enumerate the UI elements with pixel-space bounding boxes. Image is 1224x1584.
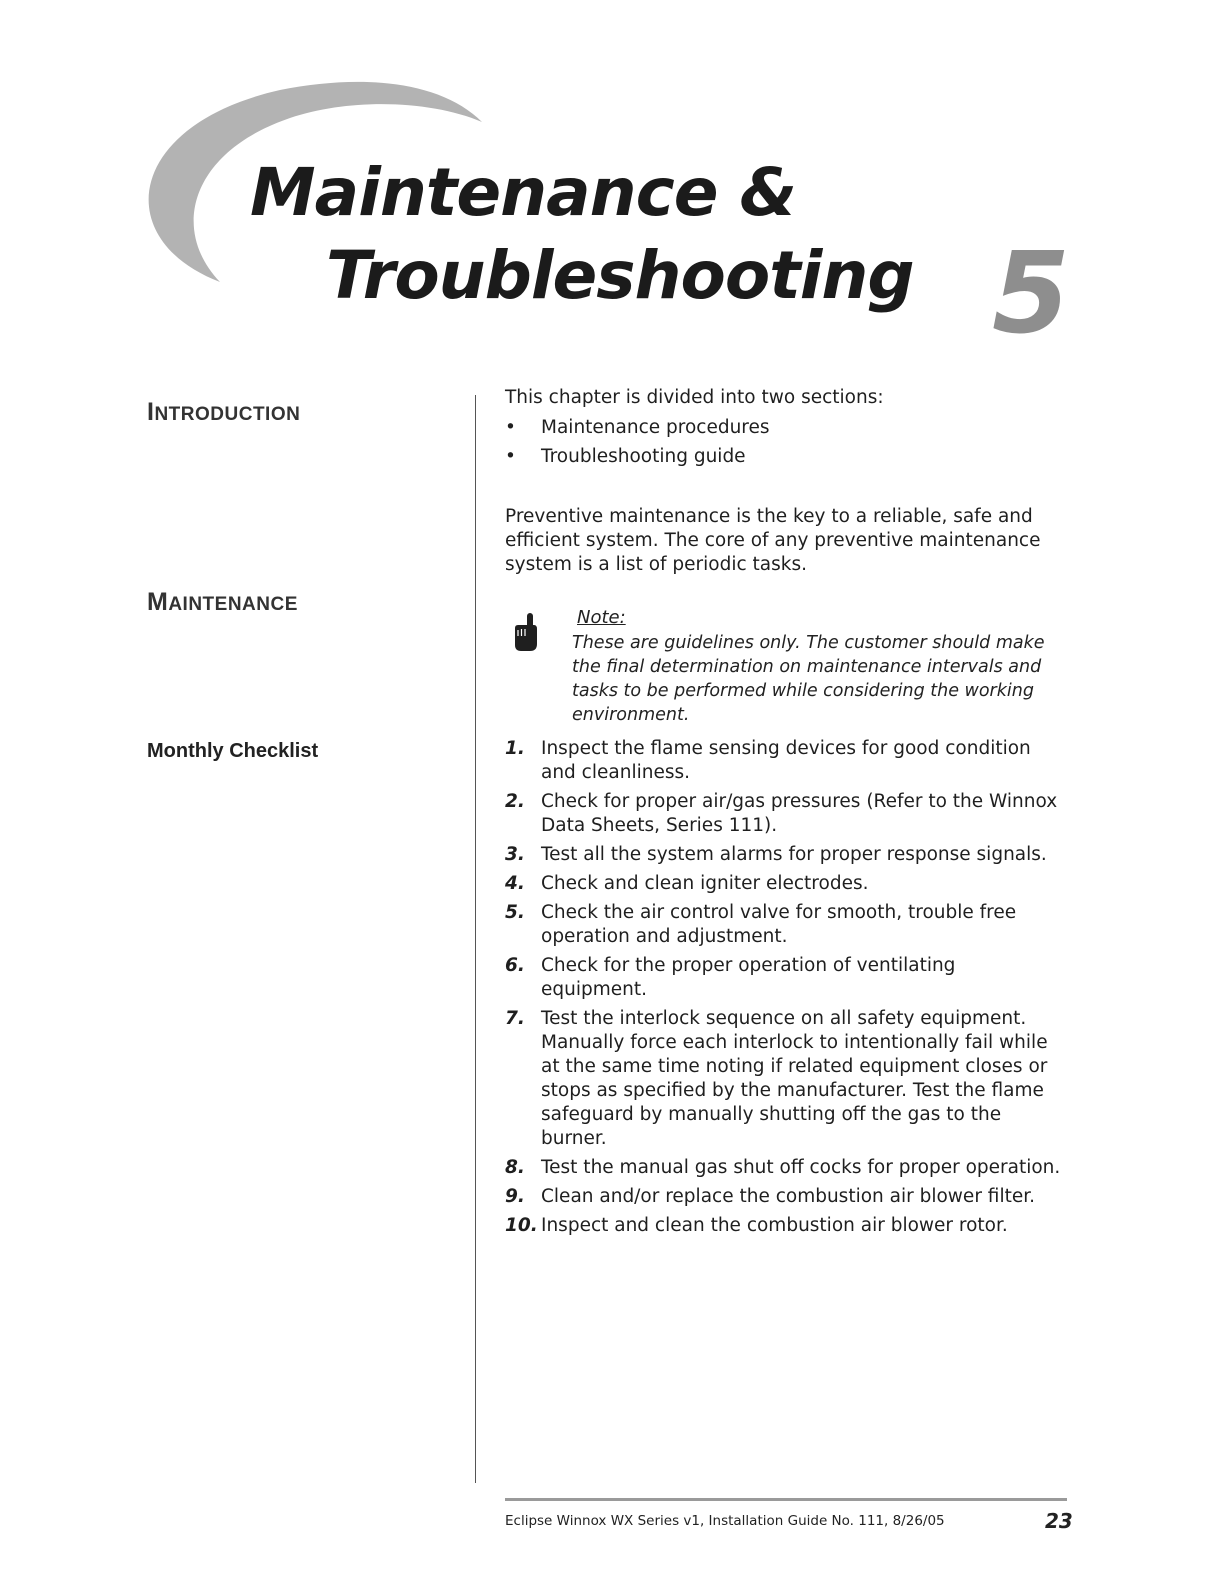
note-text: These are guidelines only. The customer should make the final determination on maintenance intervals and tasks to be performed while considering the working environment. bbox=[572, 633, 1045, 725]
heading-maintenance-initial: M bbox=[147, 588, 169, 616]
list-item bbox=[505, 445, 1085, 474]
item-number: 7. bbox=[505, 1008, 525, 1029]
list-item bbox=[505, 737, 1065, 785]
bullet-text: Troubleshooting guide bbox=[541, 446, 746, 467]
heading-introduction-rest: NTRODUCTION bbox=[154, 404, 301, 425]
list-item bbox=[505, 901, 1065, 949]
item-number: 5. bbox=[505, 902, 525, 923]
pointing-hand-icon bbox=[512, 612, 538, 652]
bullet-marker: • bbox=[505, 417, 516, 438]
item-text: Clean and/or replace the combustion air blower filter. bbox=[541, 1186, 1036, 1207]
item-text: Inspect the flame sensing devices for good condition and cleanliness. bbox=[541, 738, 1031, 783]
footer-text: Eclipse Winnox WX Series v1, Installation Guide No. 111, 8/26/05 bbox=[505, 1513, 945, 1529]
heading-monthly-checklist: Monthly Checklist bbox=[147, 740, 319, 762]
item-text: Test the interlock sequence on all safety equipment. Manually force each interlock to intentionally fail while at the same time noting if related equipment closes or stops as specified by the manufacturer. Test the flame safeguard by manually shutting off the gas to the burner. bbox=[541, 1008, 1048, 1149]
monthly-checklist bbox=[505, 737, 1065, 1243]
column-divider bbox=[475, 395, 476, 1483]
heading-maintenance bbox=[147, 588, 298, 617]
intro-bullet-list bbox=[505, 416, 1085, 474]
list-item bbox=[505, 790, 1065, 838]
list-item bbox=[505, 1185, 1065, 1209]
item-number: 3. bbox=[505, 844, 525, 865]
chapter-title-line1: Maintenance & bbox=[250, 154, 797, 231]
item-text: Check the air control valve for smooth, trouble free operation and adjustment. bbox=[541, 902, 1017, 947]
bullet-text: Maintenance procedures bbox=[541, 417, 770, 438]
item-number: 2. bbox=[505, 791, 525, 812]
item-number: 8. bbox=[505, 1157, 525, 1178]
preventive-maintenance-paragraph: Preventive maintenance is the key to a reliable, safe and efficient system. The core of any preventive maintenance system is a list of periodic tasks. bbox=[505, 506, 1041, 575]
intro-paragraph: This chapter is divided into two sections: bbox=[505, 387, 884, 408]
list-item bbox=[505, 1007, 1065, 1151]
note-label: Note: bbox=[577, 607, 626, 628]
item-text: Test all the system alarms for proper response signals. bbox=[541, 844, 1047, 865]
heading-introduction bbox=[147, 398, 300, 427]
item-text: Check for proper air/gas pressures (Refer to the Winnox Data Sheets, Series 111). bbox=[541, 791, 1058, 836]
list-item bbox=[505, 1214, 1065, 1238]
list-item bbox=[505, 843, 1065, 867]
heading-introduction-initial: I bbox=[147, 398, 155, 426]
item-text: Test the manual gas shut off cocks for proper operation. bbox=[541, 1157, 1061, 1178]
item-number: 9. bbox=[505, 1186, 525, 1207]
page-number: 23 bbox=[1045, 1509, 1073, 1533]
item-text: Check for the proper operation of ventilating equipment. bbox=[541, 955, 956, 1000]
list-item bbox=[505, 416, 1085, 445]
list-item bbox=[505, 1156, 1065, 1180]
footer-rule bbox=[505, 1498, 1067, 1501]
list-item bbox=[505, 872, 1065, 896]
item-number: 1. bbox=[505, 738, 525, 759]
item-text: Check and clean igniter electrodes. bbox=[541, 873, 869, 894]
item-text: Inspect and clean the combustion air blower rotor. bbox=[541, 1215, 1008, 1236]
item-number: 10. bbox=[505, 1215, 538, 1236]
chapter-number: 5 bbox=[992, 229, 1070, 359]
item-number: 4. bbox=[505, 873, 525, 894]
list-item bbox=[505, 954, 1065, 1002]
heading-maintenance-rest: AINTENANCE bbox=[168, 594, 298, 615]
item-number: 6. bbox=[505, 955, 525, 976]
bullet-marker: • bbox=[505, 446, 516, 467]
chapter-title-line2: Troubleshooting bbox=[326, 237, 914, 314]
